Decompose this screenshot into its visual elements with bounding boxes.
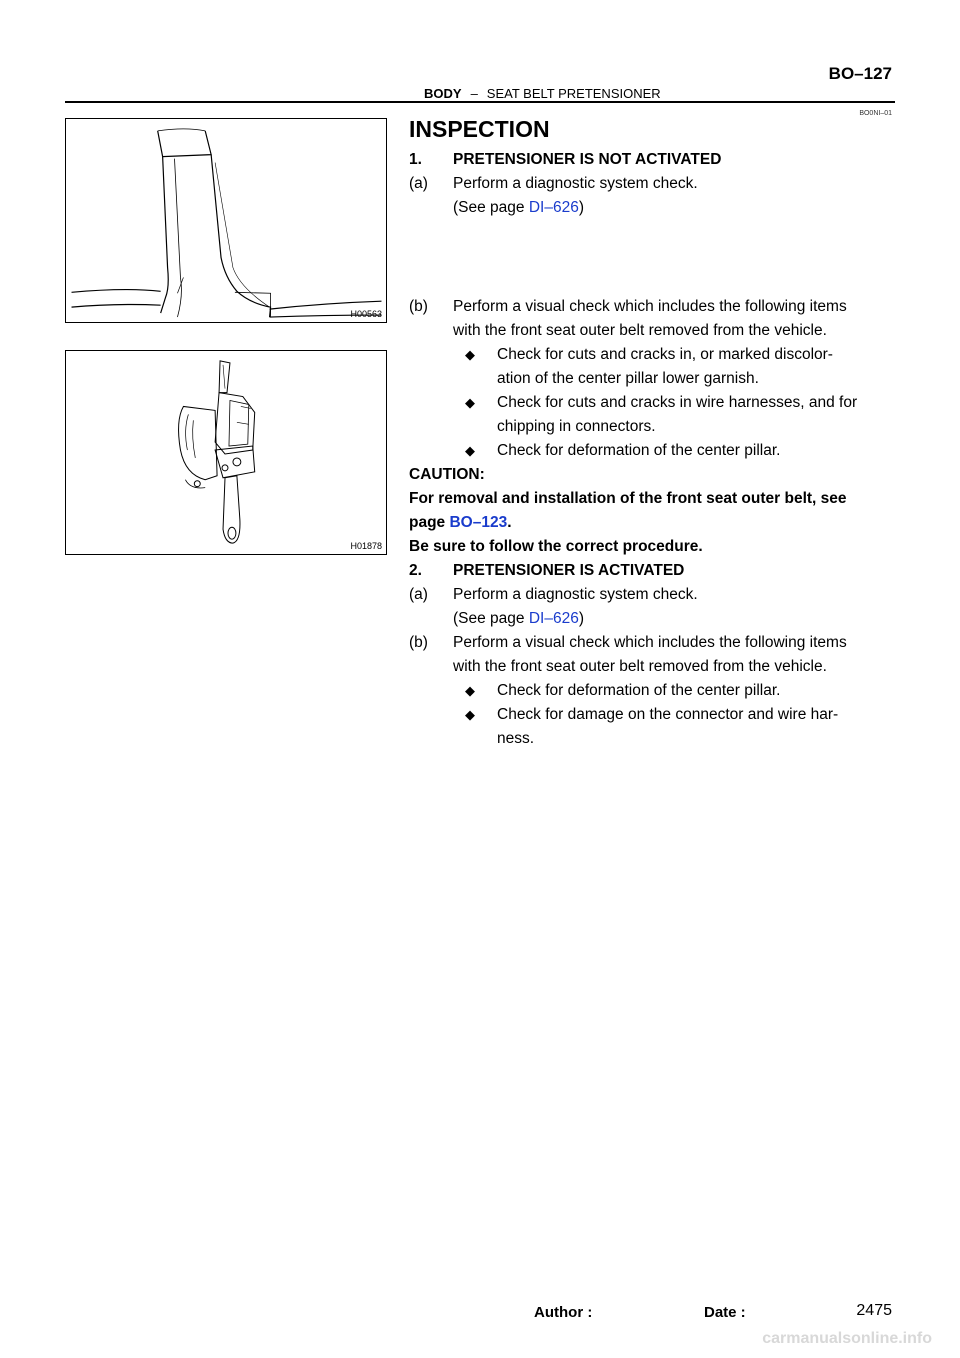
- step-2b-cont: with the front seat outer belt removed from the vehicle.: [453, 658, 827, 675]
- page-title: INSPECTION: [409, 116, 550, 142]
- step-2a-reference: (See page DI–626): [453, 610, 584, 627]
- diamond-bullet-icon: ◆: [465, 707, 475, 722]
- step-1a: (a) Perform a diagnostic system check.: [409, 175, 698, 192]
- page-link-di-626[interactable]: DI–626: [528, 610, 579, 627]
- section-name: BODY: [424, 86, 462, 101]
- inspection-content: [409, 114, 897, 751]
- diamond-bullet-icon: ◆: [465, 395, 475, 410]
- bullet-item: ◆ Check for damage on the connector and wire har-: [409, 703, 897, 727]
- document-code: BO0NI–01: [859, 110, 892, 117]
- bullet-item: ◆ Check for cuts and cracks in wire harnesses, and for: [409, 391, 897, 415]
- center-pillar-garnish-illustration-icon: [66, 119, 386, 322]
- bullet-item: ◆ Check for deformation of the center pillar.: [409, 679, 897, 703]
- step-1: 1. PRETENSIONER IS NOT ACTIVATED: [409, 151, 722, 168]
- bullet-item: ◆ Check for deformation of the center pillar.: [409, 439, 897, 463]
- header-separator: –: [470, 86, 478, 101]
- bullet-item: ◆ Check for cuts and cracks in, or marked discolor-: [409, 343, 897, 367]
- caution-text: page BO–123.: [409, 514, 512, 531]
- diamond-bullet-icon: ◆: [465, 443, 475, 458]
- step-1b-cont: with the front seat outer belt removed from the vehicle.: [453, 322, 827, 339]
- bullet-item-cont: ness.: [497, 730, 535, 747]
- step-2: 2. PRETENSIONER IS ACTIVATED: [409, 562, 685, 579]
- watermark: carmanualsonline.info: [762, 1330, 932, 1347]
- header-rule: [65, 101, 895, 103]
- step-2b: (b) Perform a visual check which includes the following items: [409, 634, 847, 651]
- diamond-bullet-icon: ◆: [465, 683, 475, 698]
- page-number: BO–127: [828, 64, 892, 83]
- seat-belt-pretensioner-illustration-icon: [66, 351, 386, 554]
- figure-pretensioner: [65, 350, 387, 555]
- author-label: Author :: [534, 1304, 593, 1321]
- bullet-item-cont: ation of the center pillar lower garnish.: [497, 370, 759, 387]
- figure-code: H01878: [350, 541, 382, 551]
- section-title: SEAT BELT PRETENSIONER: [486, 86, 661, 101]
- figure-center-pillar: [65, 118, 387, 323]
- caution-text: Be sure to follow the correct procedure.: [409, 538, 703, 555]
- page-link-di-626[interactable]: DI–626: [528, 199, 579, 216]
- step-2a: (a) Perform a diagnostic system check.: [409, 586, 698, 603]
- footer-page-number: 2475: [856, 1302, 892, 1319]
- page-link-bo-123[interactable]: BO–123: [449, 514, 508, 531]
- figure-code: H00563: [350, 309, 382, 319]
- caution-label: CAUTION:: [409, 466, 485, 483]
- step-1a-reference: (See page DI–626): [453, 199, 584, 216]
- diamond-bullet-icon: ◆: [465, 347, 475, 362]
- step-1b: (b) Perform a visual check which includes the following items: [409, 298, 847, 315]
- date-label: Date :: [704, 1304, 746, 1321]
- running-header: [424, 86, 661, 101]
- caution-text: For removal and installation of the front seat outer belt, see: [409, 490, 847, 507]
- bullet-item-cont: chipping in connectors.: [497, 418, 656, 435]
